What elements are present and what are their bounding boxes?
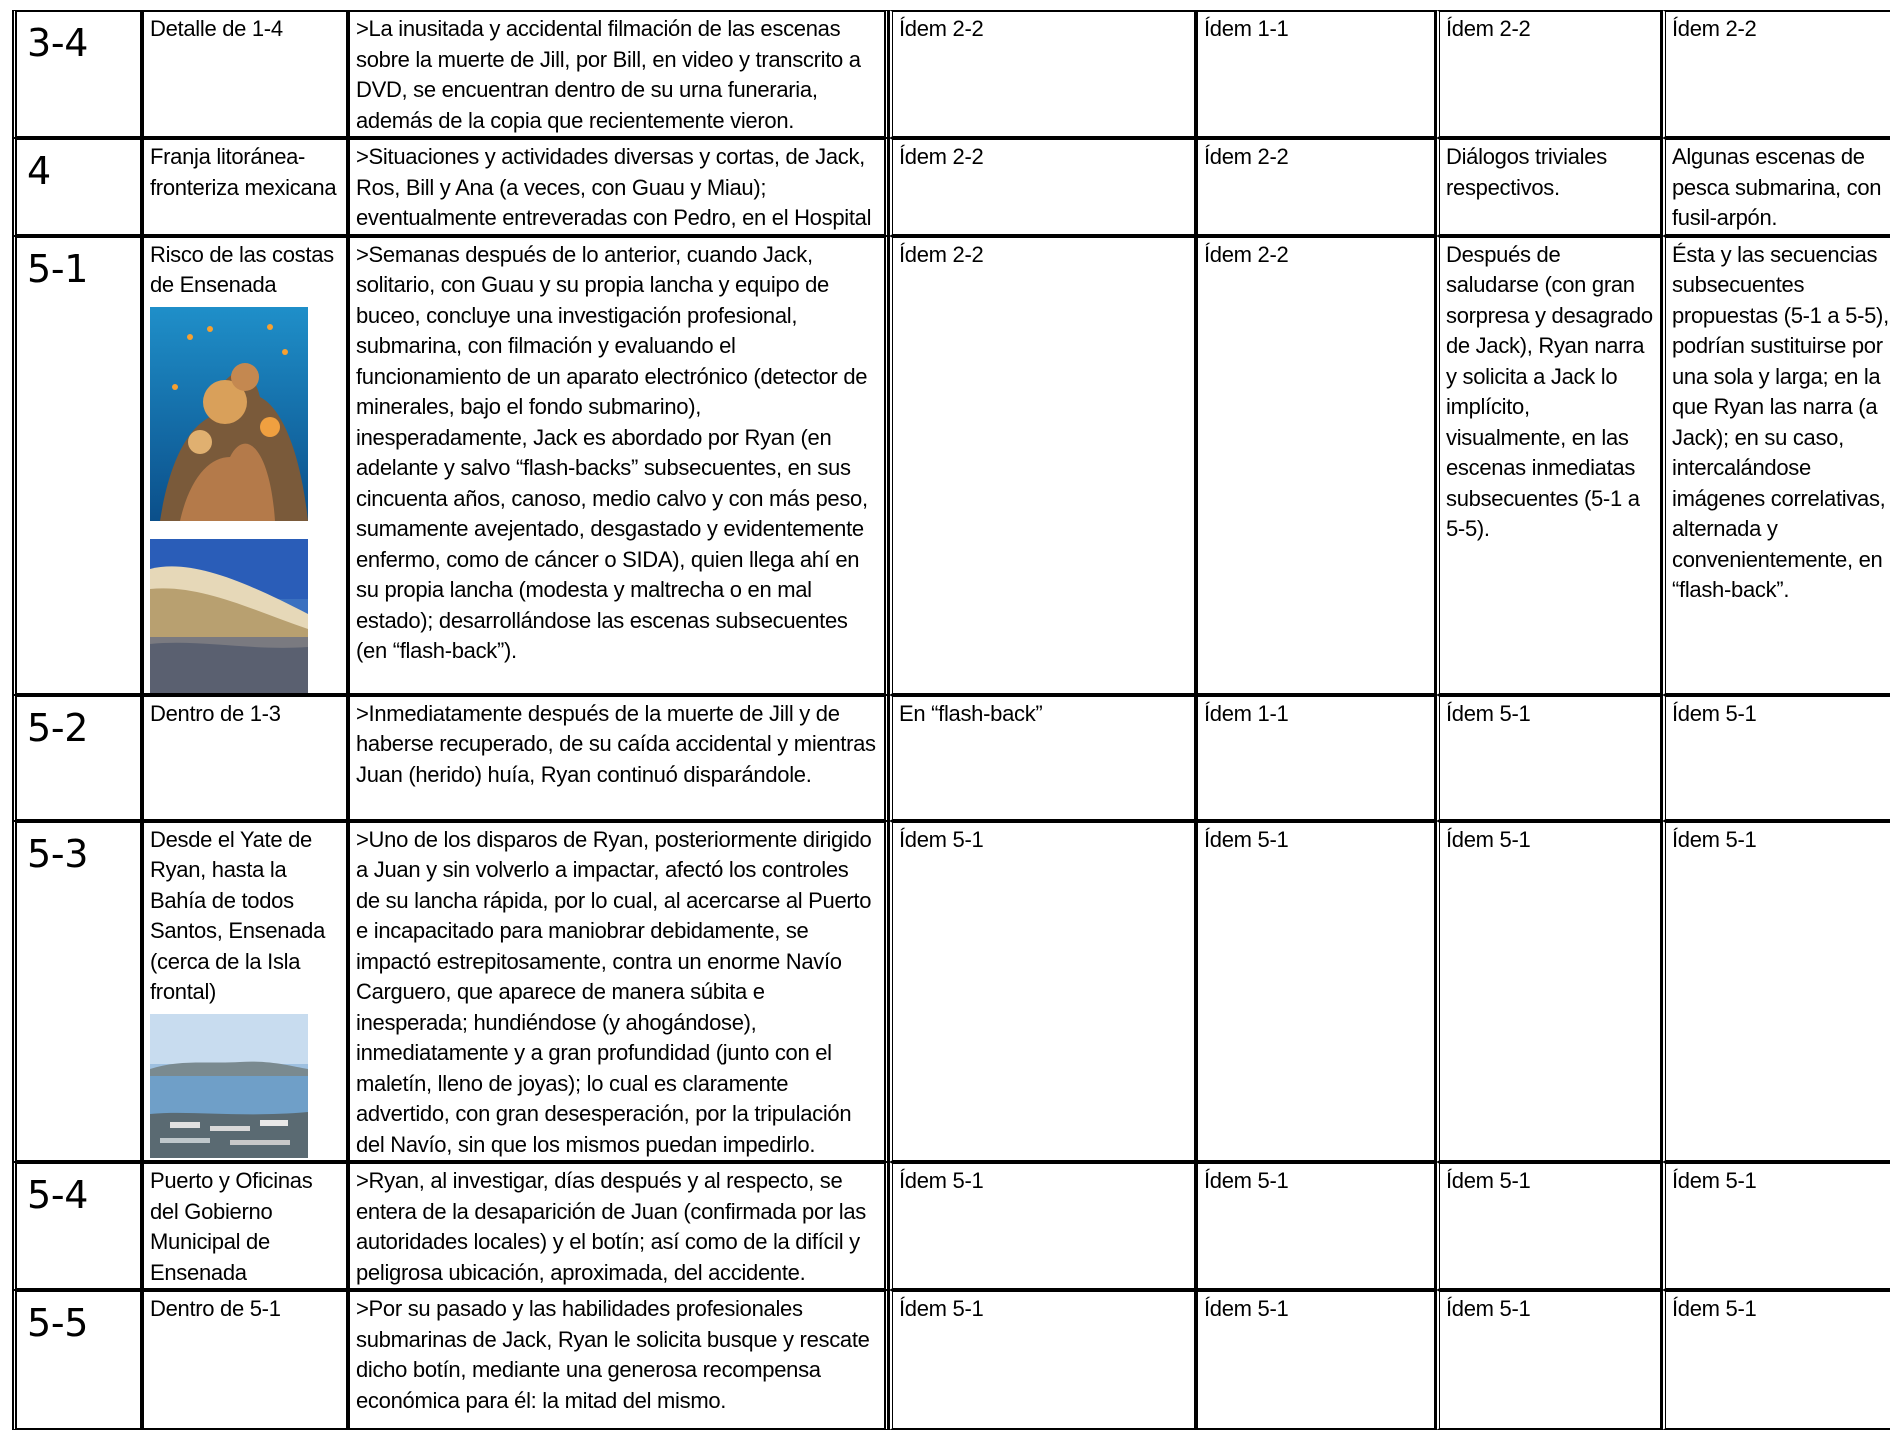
screenplay-table (12, 10, 1890, 1430)
scene-number: 5-5 (12, 1290, 142, 1430)
scene-column-5: Ídem 1-1 (1196, 695, 1436, 821)
table-row (12, 10, 1890, 138)
scene-location: Detalle de 1-4 (142, 10, 348, 138)
table-row (12, 695, 1890, 821)
scene-column-4: Ídem 5-1 (889, 1290, 1196, 1430)
scene-location: Dentro de 5-1 (142, 1290, 348, 1430)
scene-column-6: Ídem 5-1 (1436, 1290, 1662, 1430)
scene-location: Dentro de 1-3 (142, 695, 348, 821)
scene-column-4: Ídem 2-2 (889, 10, 1196, 138)
scene-column-4: Ídem 2-2 (889, 138, 1196, 236)
scene-location-cell (142, 236, 348, 695)
harbor-bay-photo (150, 1014, 308, 1158)
scene-description: >La inusitada y accidental filmación de las escenas sobre la muerte de Jill, por Bill, en video y transcrito a DVD, se encuentran dentro de su urna funeraria, además de la copia que recientemente vieron. (348, 10, 889, 138)
scene-column-7: Ídem 5-1 (1662, 695, 1890, 821)
scene-number: 4 (12, 138, 142, 236)
scene-description: >Por su pasado y las habilidades profesionales submarinas de Jack, Ryan le solicita busque y rescate dicho botín, mediante una generosa recompensa económica para él: la mitad del mismo. (348, 1290, 889, 1430)
scene-column-7: Ídem 2-2 (1662, 10, 1890, 138)
scene-column-7: Ídem 5-1 (1662, 1290, 1890, 1430)
scene-column-7: Algunas escenas de pesca submarina, con fusil-arpón. (1662, 138, 1890, 236)
scene-column-4: En “flash-back” (889, 695, 1196, 821)
scene-column-4: Ídem 5-1 (889, 1162, 1196, 1290)
scene-column-7: Ídem 5-1 (1662, 821, 1890, 1163)
scene-description: >Inmediatamente después de la muerte de Jill y de haberse recuperado, de su caída accidental y mientras Juan (herido) huía, Ryan continuó disparándole. (348, 695, 889, 821)
scene-column-6: Diálogos triviales respectivos. (1436, 138, 1662, 236)
scene-location: Risco de las costas de Ensenada (150, 241, 334, 297)
scene-column-5: Ídem 2-2 (1196, 236, 1436, 695)
coral-reef-photo (150, 307, 308, 521)
scene-column-5: Ídem 5-1 (1196, 821, 1436, 1163)
scene-description: >Uno de los disparos de Ryan, posteriormente dirigido a Juan y sin volverlo a impactar, afectó los controles de su lancha rápida, por lo cual, al acercarse al Puerto e incapacitado para maniobrar debidamente, se impactó estrepitosamente, contra un enorme Navío Carguero, que aparece de manera súbita e inesperada; hundiéndose (y ahogándose), inmediatamente y a gran profundidad (junto con el maletín, lleno de joyas); lo cual es claramente advertido, con gran desesperación, por la tripulación del Navío, sin que los mismos puedan impedirlo. (348, 821, 889, 1163)
scene-description: >Ryan, al investigar, días después y al respecto, se entera de la desaparición de Juan (confirmada por las autoridades locales) y el botín; así como de la difícil y peligrosa ubicación, aproximada, del accidente. (348, 1162, 889, 1290)
table-row (12, 236, 1890, 695)
scene-location: Desde el Yate de Ryan, hasta la Bahía de todos Santos, Ensenada (cerca de la Isla frontal) (150, 826, 326, 1004)
scene-location-cell (142, 821, 348, 1163)
scene-number: 3-4 (12, 10, 142, 138)
scene-number: 5-4 (12, 1162, 142, 1290)
scene-number: 5-3 (12, 821, 142, 1163)
scene-column-5: Ídem 2-2 (1196, 138, 1436, 236)
table-row (12, 1290, 1890, 1430)
scene-column-5: Ídem 5-1 (1196, 1290, 1436, 1430)
coastal-cliff-photo (150, 539, 308, 693)
scene-column-4: Ídem 2-2 (889, 236, 1196, 695)
scene-column-7: Ésta y las secuencias subsecuentes propuestas (5-1 a 5-5), podrían sustituirse por una sola y larga; en la que Ryan las narra (a Jack); en su caso, intercalándose imágenes correlativas, alternada y convenientemente, en “flash-back”. (1662, 236, 1890, 695)
scene-description: >Semanas después de lo anterior, cuando Jack, solitario, con Guau y su propia lancha y equipo de buceo, concluye una investigación profesional, submarina, con filmación y evaluando el funcionamiento de un aparato electrónico (detector de minerales, bajo el fondo submarino), inesperadamente, Jack es abordado por Ryan (en adelante y salvo “flash-backs” subsecuentes, en sus cincuenta años, canoso, medio calvo y con más peso, sumamente avejentado, desgastado y evidentemente enfermo, como de cáncer o SIDA), quien llega ahí en su propia lancha (modesta y maltrecha o en mal estado); desarrollándose las escenas subsecuentes (en “flash-back”). (348, 236, 889, 695)
scene-location: Franja litoránea-fronteriza mexicana (142, 138, 348, 236)
scene-description: >Situaciones y actividades diversas y cortas, de Jack, Ros, Bill y Ana (a veces, con Guau y Miau); eventualmente entreveradas con Pedro, en el Hospital (348, 138, 889, 236)
scene-column-6: Ídem 5-1 (1436, 1162, 1662, 1290)
table-row (12, 821, 1890, 1163)
table-row (12, 138, 1890, 236)
scene-column-4: Ídem 5-1 (889, 821, 1196, 1163)
scene-column-6: Después de saludarse (con gran sorpresa y desagrado de Jack), Ryan narra y solicita a Jack lo implícito, visualmente, en las escenas inmediatas subsecuentes (5-1 a 5-5). (1436, 236, 1662, 695)
table-row (12, 1162, 1890, 1290)
scene-number: 5-2 (12, 695, 142, 821)
scene-column-7: Ídem 5-1 (1662, 1162, 1890, 1290)
scene-number: 5-1 (12, 236, 142, 695)
scene-location: Puerto y Oficinas del Gobierno Municipal de Ensenada (142, 1162, 348, 1290)
scene-column-6: Ídem 5-1 (1436, 821, 1662, 1163)
scene-column-6: Ídem 2-2 (1436, 10, 1662, 138)
scene-column-5: Ídem 1-1 (1196, 10, 1436, 138)
scene-column-5: Ídem 5-1 (1196, 1162, 1436, 1290)
scene-column-6: Ídem 5-1 (1436, 695, 1662, 821)
